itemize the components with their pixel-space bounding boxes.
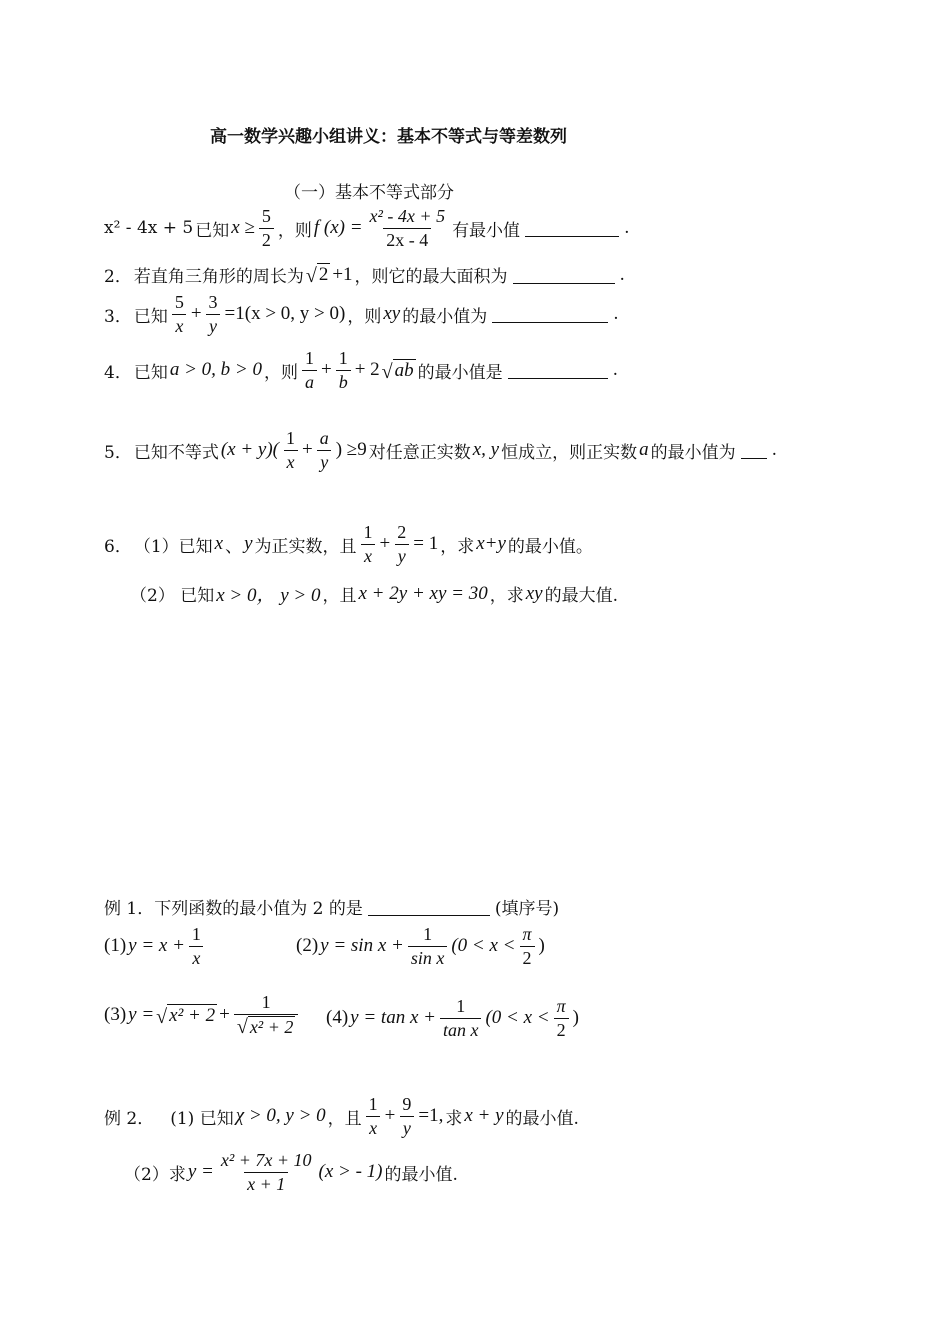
q4-fraction-a: $\frac{1}{a}$ (302, 348, 317, 392)
q1-post: 有最小值 (452, 220, 521, 241)
page-title: 高一数学兴趣小组讲义：基本不等式与等差数列 (210, 127, 567, 147)
q1-number: x² - 4x + 5 (104, 218, 194, 239)
q5-answer-blank[interactable] (741, 441, 767, 459)
q1-bound-fraction: $\frac{5}{2}$ (259, 206, 274, 250)
question-3: 3． 已知 $\frac{5}{x}$ + $\frac{3}{y}$ =1(x > 0, y > 0) ，则 xy 的最小值为 . (104, 292, 619, 336)
q2-answer-blank[interactable] (513, 266, 615, 284)
q1-fraction: $\frac{\text{x² - 4x + 5}}{2x - 4}$ (369, 206, 446, 250)
ex1-option-2: (2) y = sin x + $\frac{1}{\text{sin x}}$ (0 < x < $\frac{\pi}{2}$ ) (296, 924, 545, 968)
example-1: 例 1．下列函数的最小值为 2 的是 (填序号) (104, 899, 560, 919)
q3-answer-blank[interactable] (492, 305, 608, 323)
question-2: 2． 若直角三角形的周长为 √ 2 +1 ，则它的最大面积为 . (104, 263, 625, 287)
q1-answer-blank[interactable] (525, 219, 619, 237)
q5-fraction-a: $\frac{1}{x}$ (283, 428, 298, 472)
q4-fraction-b: $\frac{1}{b}$ (336, 348, 351, 392)
q5-fraction-b: $\frac{a}{y}$ (317, 428, 332, 472)
q2-sqrt: √ 2 (305, 264, 329, 287)
section-heading: （一）基本不等式部分 (284, 183, 454, 203)
q1-fx: f (x) = (313, 217, 363, 239)
q4-answer-blank[interactable] (508, 361, 608, 379)
question-5: 5． 已知不等式 (x + y)( $\frac{1}{x}$ + $\frac{a}{y}$ ) ≥9 对任意正实数 x, y 恒成立，则正实数 a 的最小值为 . (104, 428, 778, 472)
example-2-part-2: （2）求 y = $\frac{\text{x² + 7x + 10}}{x + 1}$ (x > - 1) 的最小值. (124, 1150, 458, 1194)
question-1: x² - 4x + 5 已知 x ≥ $\frac{5}{2}$ ，则 f (x) = $\frac{\text{x² - 4x + 5}}{2x - 4}$ 有最小值 . (104, 206, 630, 250)
ex1-option-1: (1) y = x + $\frac{1}{x}$ (104, 924, 206, 968)
ex1-answer-blank[interactable] (368, 898, 490, 916)
question-6-part-1: 6． （1）已知 x 、 y 为正实数，且 $\frac{1}{x}$ + $\frac{2}{y}$ = 1 ，求 x+y 的最小值。 (104, 522, 593, 566)
q3-fraction-a: $\frac{5}{x}$ (172, 292, 187, 336)
ex1-option-3: (3) y = √ x² + 2 + 1 √ x² + 2 (104, 992, 300, 1038)
q3-fraction-b: $\frac{3}{y}$ (206, 292, 221, 336)
q1-then: ，则 (277, 220, 312, 241)
q4-sqrt: √ ab (381, 359, 414, 383)
ex1-option-4: (4) y = tan x + $\frac{1}{\text{tan x}}$ (0 < x < $\frac{\pi}{2}$ ) (326, 996, 579, 1040)
q6-fraction-a: $\frac{1}{x}$ (361, 522, 376, 566)
q1-cond: x ≥ (231, 217, 255, 239)
q1-pre: 已知 (195, 220, 230, 241)
example-2-part-1: 例 2． (1) 已知 χ > 0, y > 0 ，且 $\frac{1}{x}$ + $\frac{9}{y}$ =1, 求 x + y 的最小值. (104, 1094, 579, 1138)
q6-fraction-b: $\frac{2}{y}$ (394, 522, 409, 566)
question-4: 4． 已知 a > 0, b > 0 ，则 $\frac{1}{a}$ + $\frac{1}{b}$ + 2 √ ab 的最小值是 . (104, 348, 619, 392)
question-6-part-2: （2） 已知 x > 0， y > 0 ，且 x + 2y + xy = 30 ，求 xy 的最大值. (130, 582, 618, 606)
